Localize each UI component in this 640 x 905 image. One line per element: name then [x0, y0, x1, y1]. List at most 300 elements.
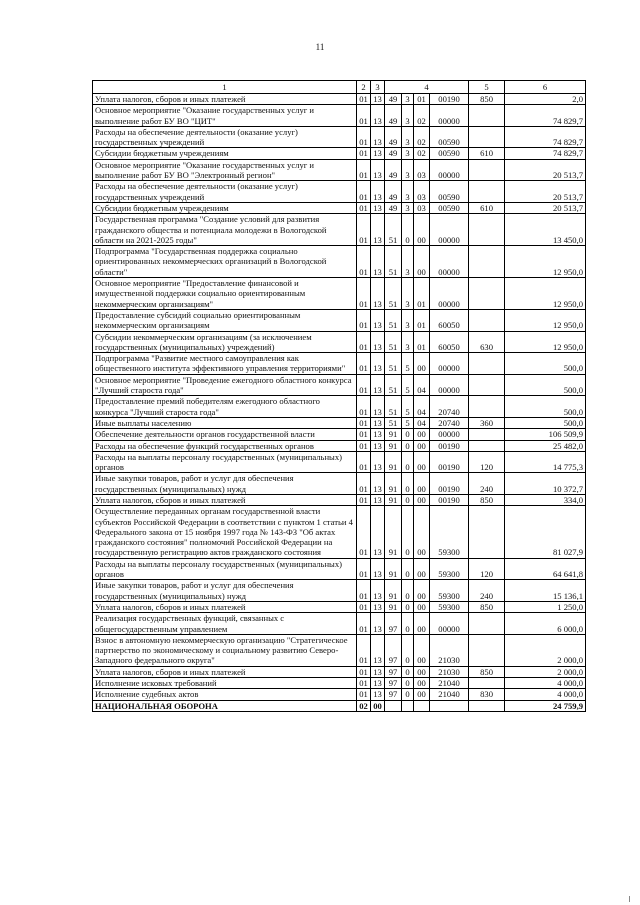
- row-amount: 20 513,7: [505, 181, 586, 203]
- row-direction: 00190: [430, 440, 469, 451]
- row-direction: 21040: [430, 689, 469, 700]
- row-activity: 04: [414, 396, 430, 418]
- row-activity: 00: [414, 246, 430, 278]
- row-subsection: 13: [371, 181, 385, 203]
- table-row: [93, 246, 586, 278]
- row-subprogram: 0: [402, 580, 414, 602]
- row-subprogram: 3: [402, 246, 414, 278]
- row-expense-type: 850: [469, 94, 505, 105]
- row-direction: 00590: [430, 181, 469, 203]
- row-section: 01: [357, 558, 371, 580]
- row-subsection: 13: [371, 214, 385, 246]
- row-direction: 59300: [430, 601, 469, 612]
- row-section: 01: [357, 580, 371, 602]
- header-col-4: 4: [385, 81, 469, 94]
- row-activity: 02: [414, 148, 430, 159]
- row-name: Подпрограмма "Государственная поддержка социально ориентированных некоммерческих организаций в Вологодской области": [93, 246, 357, 278]
- row-amount: 64 641,8: [505, 558, 586, 580]
- row-expense-type: 120: [469, 451, 505, 473]
- row-name: Основное мероприятие "Оказание государственных услуг и выполнение работ БУ ВО "Электронный регион": [93, 159, 357, 181]
- row-program: 91: [385, 580, 402, 602]
- row-subsection: 13: [371, 278, 385, 310]
- row-direction: 20740: [430, 417, 469, 428]
- row-direction: 00000: [430, 429, 469, 440]
- row-activity: 00: [414, 689, 430, 700]
- row-activity: 00: [414, 506, 430, 558]
- row-expense-type: [469, 214, 505, 246]
- row-program: 91: [385, 494, 402, 505]
- header-col-5: 5: [469, 81, 505, 94]
- row-program: 51: [385, 246, 402, 278]
- row-subsection: 13: [371, 126, 385, 148]
- header-col-1: 1: [93, 81, 357, 94]
- row-expense-type: 120: [469, 558, 505, 580]
- row-section: 01: [357, 689, 371, 700]
- row-name: Иные закупки товаров, работ и услуг для обеспечения государственных (муниципальных) нужд: [93, 580, 357, 602]
- table-row: [93, 580, 586, 602]
- row-amount: 25 482,0: [505, 440, 586, 451]
- table-row: [93, 148, 586, 159]
- row-name: Основное мероприятие "Оказание государственных услуг и выполнение работ БУ ВО "ЦИТ": [93, 105, 357, 127]
- row-activity: 03: [414, 159, 430, 181]
- row-subsection: 13: [371, 613, 385, 635]
- row-expense-type: [469, 126, 505, 148]
- table-row: [93, 278, 586, 310]
- table-row: [93, 353, 586, 375]
- row-subprogram: 0: [402, 214, 414, 246]
- row-program: 51: [385, 417, 402, 428]
- row-section: 01: [357, 678, 371, 689]
- budget-table: [92, 80, 586, 712]
- row-subsection: 13: [371, 601, 385, 612]
- row-direction: 00190: [430, 473, 469, 495]
- row-amount: 74 829,7: [505, 126, 586, 148]
- row-name: Основное мероприятие "Проведение ежегодного областного конкурса "Лучший староста года": [93, 374, 357, 396]
- row-amount: 15 136,1: [505, 580, 586, 602]
- row-expense-type: [469, 246, 505, 278]
- row-amount: 2 000,0: [505, 634, 586, 666]
- row-expense-type: 850: [469, 601, 505, 612]
- row-subsection: 13: [371, 678, 385, 689]
- row-direction: 00000: [430, 214, 469, 246]
- row-activity: 04: [414, 417, 430, 428]
- row-direction: 00000: [430, 613, 469, 635]
- row-direction: 00000: [430, 374, 469, 396]
- row-activity: 02: [414, 105, 430, 127]
- row-direction: 21030: [430, 666, 469, 677]
- row-name: Расходы на обеспечение деятельности (оказание услуг) государственных учреждений: [93, 181, 357, 203]
- table-header-row: [93, 81, 586, 94]
- row-subprogram: 3: [402, 331, 414, 353]
- table-row: [93, 396, 586, 418]
- row-subprogram: 0: [402, 473, 414, 495]
- row-program: 97: [385, 634, 402, 666]
- row-direction: 00590: [430, 148, 469, 159]
- row-program: 51: [385, 214, 402, 246]
- table-row: [93, 309, 586, 331]
- row-section: 01: [357, 440, 371, 451]
- row-program: 51: [385, 374, 402, 396]
- row-expense-type: [469, 613, 505, 635]
- row-expense-type: [469, 159, 505, 181]
- page-number: 11: [315, 42, 325, 52]
- row-program: 91: [385, 558, 402, 580]
- row-subprogram: 3: [402, 202, 414, 213]
- row-expense-type: 240: [469, 580, 505, 602]
- row-direction: 59300: [430, 506, 469, 558]
- row-subsection: 13: [371, 159, 385, 181]
- row-subprogram: 5: [402, 374, 414, 396]
- row-subsection: 13: [371, 429, 385, 440]
- row-subprogram: 0: [402, 634, 414, 666]
- row-section: 01: [357, 246, 371, 278]
- row-amount: 12 950,0: [505, 278, 586, 310]
- row-amount: 106 509,9: [505, 429, 586, 440]
- row-name: Субсидии некоммерческим организациям (за исключением государственных (муниципальных) учреждений): [93, 331, 357, 353]
- row-subprogram: 3: [402, 94, 414, 105]
- row-subprogram: 3: [402, 181, 414, 203]
- row-subsection: 13: [371, 451, 385, 473]
- row-activity: 00: [414, 214, 430, 246]
- row-section: 02: [357, 700, 371, 711]
- row-expense-type: 360: [469, 417, 505, 428]
- row-section: 01: [357, 601, 371, 612]
- row-name: Предоставление субсидий социально ориентированным некоммерческим организациям: [93, 309, 357, 331]
- row-name: Расходы на выплаты персоналу государственных (муниципальных) органов: [93, 451, 357, 473]
- row-activity: 00: [414, 494, 430, 505]
- row-subprogram: 0: [402, 494, 414, 505]
- row-section: 01: [357, 353, 371, 375]
- header-col-6: 6: [505, 81, 586, 94]
- row-subprogram: 3: [402, 126, 414, 148]
- row-section: 01: [357, 94, 371, 105]
- row-subprogram: 5: [402, 396, 414, 418]
- row-section: 01: [357, 148, 371, 159]
- row-direction: 00190: [430, 451, 469, 473]
- row-expense-type: [469, 181, 505, 203]
- table-row: [93, 558, 586, 580]
- row-subsection: 13: [371, 440, 385, 451]
- table-row: [93, 105, 586, 127]
- row-subsection: 00: [371, 700, 385, 711]
- row-name: Субсидии бюджетным учреждениям: [93, 148, 357, 159]
- row-activity: 01: [414, 331, 430, 353]
- row-expense-type: [469, 353, 505, 375]
- table-row: [93, 451, 586, 473]
- row-expense-type: [469, 105, 505, 127]
- row-program: 49: [385, 181, 402, 203]
- row-amount: 6 000,0: [505, 613, 586, 635]
- row-name: НАЦИОНАЛЬНАЯ ОБОРОНА: [93, 700, 357, 711]
- row-direction: [430, 700, 469, 711]
- row-section: 01: [357, 473, 371, 495]
- row-section: 01: [357, 278, 371, 310]
- row-activity: 02: [414, 126, 430, 148]
- row-direction: 21030: [430, 634, 469, 666]
- row-activity: 04: [414, 374, 430, 396]
- row-amount: 20 513,7: [505, 159, 586, 181]
- row-section: 01: [357, 214, 371, 246]
- table-row: [93, 634, 586, 666]
- row-section: 01: [357, 429, 371, 440]
- row-amount: 1 250,0: [505, 601, 586, 612]
- row-subsection: 13: [371, 506, 385, 558]
- row-expense-type: [469, 678, 505, 689]
- row-expense-type: 830: [469, 689, 505, 700]
- row-program: 97: [385, 689, 402, 700]
- row-activity: 00: [414, 601, 430, 612]
- row-amount: 500,0: [505, 417, 586, 428]
- row-direction: 60050: [430, 309, 469, 331]
- row-activity: 00: [414, 473, 430, 495]
- row-program: 49: [385, 94, 402, 105]
- row-expense-type: [469, 374, 505, 396]
- row-activity: 00: [414, 451, 430, 473]
- row-expense-type: [469, 396, 505, 418]
- table-row: [93, 417, 586, 428]
- row-name: Обеспечение деятельности органов государственной власти: [93, 429, 357, 440]
- row-subsection: 13: [371, 396, 385, 418]
- row-subprogram: 0: [402, 440, 414, 451]
- row-subprogram: 3: [402, 159, 414, 181]
- row-name: Реализация государственных функций, связанных с общегосударственным управлением: [93, 613, 357, 635]
- row-direction: 00590: [430, 126, 469, 148]
- row-activity: 00: [414, 634, 430, 666]
- table-row: [93, 126, 586, 148]
- row-name: Исполнение судебных актов: [93, 689, 357, 700]
- row-program: 91: [385, 429, 402, 440]
- table-row: [93, 214, 586, 246]
- row-subprogram: 3: [402, 148, 414, 159]
- row-subprogram: 3: [402, 278, 414, 310]
- row-amount: 12 950,0: [505, 331, 586, 353]
- row-subsection: 13: [371, 148, 385, 159]
- row-direction: 00190: [430, 94, 469, 105]
- row-direction: 21040: [430, 678, 469, 689]
- row-program: 51: [385, 278, 402, 310]
- table-row: [93, 202, 586, 213]
- row-name: Взнос в автономную некоммерческую организацию "Стратегическое партнерство по экономическому и социальному развитию Северо-Западного федерального округа": [93, 634, 357, 666]
- row-activity: 00: [414, 666, 430, 677]
- row-amount: 500,0: [505, 353, 586, 375]
- row-expense-type: [469, 440, 505, 451]
- row-name: Уплата налогов, сборов и иных платежей: [93, 601, 357, 612]
- row-direction: 00000: [430, 246, 469, 278]
- row-expense-type: 850: [469, 666, 505, 677]
- row-subsection: 13: [371, 494, 385, 505]
- row-expense-type: [469, 634, 505, 666]
- row-direction: 00590: [430, 202, 469, 213]
- row-program: 49: [385, 148, 402, 159]
- row-section: 01: [357, 417, 371, 428]
- row-section: 01: [357, 159, 371, 181]
- row-section: 01: [357, 126, 371, 148]
- row-name: Уплата налогов, сборов и иных платежей: [93, 94, 357, 105]
- row-subprogram: 0: [402, 613, 414, 635]
- row-amount: 4 000,0: [505, 689, 586, 700]
- table-row-national-defense: [93, 700, 586, 711]
- row-name: Расходы на обеспечение деятельности (оказание услуг) государственных учреждений: [93, 126, 357, 148]
- row-subsection: 13: [371, 558, 385, 580]
- table-row: [93, 181, 586, 203]
- row-section: 01: [357, 105, 371, 127]
- row-activity: [414, 700, 430, 711]
- row-subprogram: 5: [402, 353, 414, 375]
- table-row: [93, 506, 586, 558]
- row-amount: 4 000,0: [505, 678, 586, 689]
- row-subsection: 13: [371, 309, 385, 331]
- row-program: 51: [385, 353, 402, 375]
- header-col-3: 3: [371, 81, 385, 94]
- row-name: Субсидии бюджетным учреждениям: [93, 202, 357, 213]
- row-amount: 24 759,9: [505, 700, 586, 711]
- row-direction: 20740: [430, 396, 469, 418]
- row-subprogram: 0: [402, 666, 414, 677]
- table-row: [93, 689, 586, 700]
- row-program: 51: [385, 309, 402, 331]
- row-name: Расходы на обеспечение функций государственных органов: [93, 440, 357, 451]
- row-subsection: 13: [371, 246, 385, 278]
- row-amount: 500,0: [505, 396, 586, 418]
- row-amount: 10 372,7: [505, 473, 586, 495]
- row-subsection: 13: [371, 417, 385, 428]
- row-subsection: 13: [371, 473, 385, 495]
- row-amount: 14 775,3: [505, 451, 586, 473]
- row-subprogram: 5: [402, 417, 414, 428]
- row-expense-type: 610: [469, 148, 505, 159]
- row-program: 51: [385, 396, 402, 418]
- row-amount: 500,0: [505, 374, 586, 396]
- row-subsection: 13: [371, 202, 385, 213]
- table-row: [93, 678, 586, 689]
- row-expense-type: [469, 506, 505, 558]
- row-section: 01: [357, 396, 371, 418]
- row-program: 49: [385, 126, 402, 148]
- row-name: Иные закупки товаров, работ и услуг для обеспечения государственных (муниципальных) нужд: [93, 473, 357, 495]
- row-program: 91: [385, 440, 402, 451]
- row-section: 01: [357, 202, 371, 213]
- row-subprogram: 0: [402, 506, 414, 558]
- row-subsection: 13: [371, 689, 385, 700]
- row-name: Уплата налогов, сборов и иных платежей: [93, 666, 357, 677]
- row-amount: 12 950,0: [505, 309, 586, 331]
- row-amount: 2,0: [505, 94, 586, 105]
- row-amount: 12 950,0: [505, 246, 586, 278]
- row-section: 01: [357, 634, 371, 666]
- row-name: Иные выплаты населению: [93, 417, 357, 428]
- row-subsection: 13: [371, 374, 385, 396]
- row-program: 97: [385, 613, 402, 635]
- row-activity: 00: [414, 580, 430, 602]
- row-expense-type: [469, 278, 505, 310]
- row-program: 91: [385, 473, 402, 495]
- row-expense-type: [469, 700, 505, 711]
- row-direction: 59300: [430, 580, 469, 602]
- table-row: [93, 494, 586, 505]
- row-section: 01: [357, 506, 371, 558]
- row-name: Расходы на выплаты персоналу государственных (муниципальных) органов: [93, 558, 357, 580]
- row-expense-type: 240: [469, 473, 505, 495]
- row-expense-type: [469, 309, 505, 331]
- row-program: 91: [385, 451, 402, 473]
- row-subprogram: 0: [402, 429, 414, 440]
- row-subsection: 13: [371, 105, 385, 127]
- row-subprogram: 3: [402, 309, 414, 331]
- row-program: 97: [385, 678, 402, 689]
- row-direction: 00000: [430, 105, 469, 127]
- row-program: 49: [385, 159, 402, 181]
- row-amount: 2 000,0: [505, 666, 586, 677]
- row-activity: 03: [414, 181, 430, 203]
- table-row: [93, 666, 586, 677]
- row-subprogram: 0: [402, 678, 414, 689]
- row-activity: 00: [414, 678, 430, 689]
- row-subprogram: [402, 700, 414, 711]
- row-section: 01: [357, 613, 371, 635]
- table-row: [93, 429, 586, 440]
- row-subsection: 13: [371, 94, 385, 105]
- row-activity: 00: [414, 558, 430, 580]
- row-section: 01: [357, 331, 371, 353]
- table-row: [93, 613, 586, 635]
- row-expense-type: 850: [469, 494, 505, 505]
- row-amount: 13 450,0: [505, 214, 586, 246]
- row-activity: 01: [414, 309, 430, 331]
- row-name: Осуществление переданных органам государственной власти субъектов Российской Федерации в соответствии с пунктом 1 статьи 4 Федерального закона от 15 ноября 1997 года № 143-ФЗ "Об актах гражданского состояния" полномочий Российской Федерации на государственную регистрацию актов гражданского состояния: [93, 506, 357, 558]
- row-amount: 74 829,7: [505, 105, 586, 127]
- row-subsection: 13: [371, 353, 385, 375]
- row-amount: 334,0: [505, 494, 586, 505]
- row-subsection: 13: [371, 331, 385, 353]
- row-direction: 60050: [430, 331, 469, 353]
- row-name: Уплата налогов, сборов и иных платежей: [93, 494, 357, 505]
- row-section: 01: [357, 181, 371, 203]
- row-program: 91: [385, 601, 402, 612]
- row-name: Исполнение исковых требований: [93, 678, 357, 689]
- table-row: [93, 473, 586, 495]
- row-name: Государственная программа "Создание условий для развития гражданского общества и потенциала молодежи в Вологодской области на 2021-2025 годы": [93, 214, 357, 246]
- row-subprogram: 0: [402, 558, 414, 580]
- row-section: 01: [357, 374, 371, 396]
- row-direction: 00190: [430, 494, 469, 505]
- row-direction: 00000: [430, 278, 469, 310]
- table-row: [93, 94, 586, 105]
- row-activity: 03: [414, 202, 430, 213]
- table-row: [93, 374, 586, 396]
- row-activity: 00: [414, 613, 430, 635]
- row-subprogram: 0: [402, 601, 414, 612]
- row-direction: 00000: [430, 159, 469, 181]
- header-col-2: 2: [357, 81, 371, 94]
- row-name: Основное мероприятие "Предоставление финансовой и имущественной поддержки социально ориентированным некоммерческим организациям": [93, 278, 357, 310]
- row-subsection: 13: [371, 634, 385, 666]
- row-section: 01: [357, 494, 371, 505]
- row-expense-type: 610: [469, 202, 505, 213]
- row-subsection: 13: [371, 580, 385, 602]
- row-name: Предоставление премий победителям ежегодного областного конкурса "Лучший староста года": [93, 396, 357, 418]
- row-expense-type: 630: [469, 331, 505, 353]
- table-row: [93, 440, 586, 451]
- row-subprogram: 0: [402, 451, 414, 473]
- table-row: [93, 159, 586, 181]
- row-subprogram: 0: [402, 689, 414, 700]
- row-program: [385, 700, 402, 711]
- row-activity: 00: [414, 429, 430, 440]
- row-program: 91: [385, 506, 402, 558]
- row-program: 49: [385, 202, 402, 213]
- row-program: 51: [385, 331, 402, 353]
- row-program: 49: [385, 105, 402, 127]
